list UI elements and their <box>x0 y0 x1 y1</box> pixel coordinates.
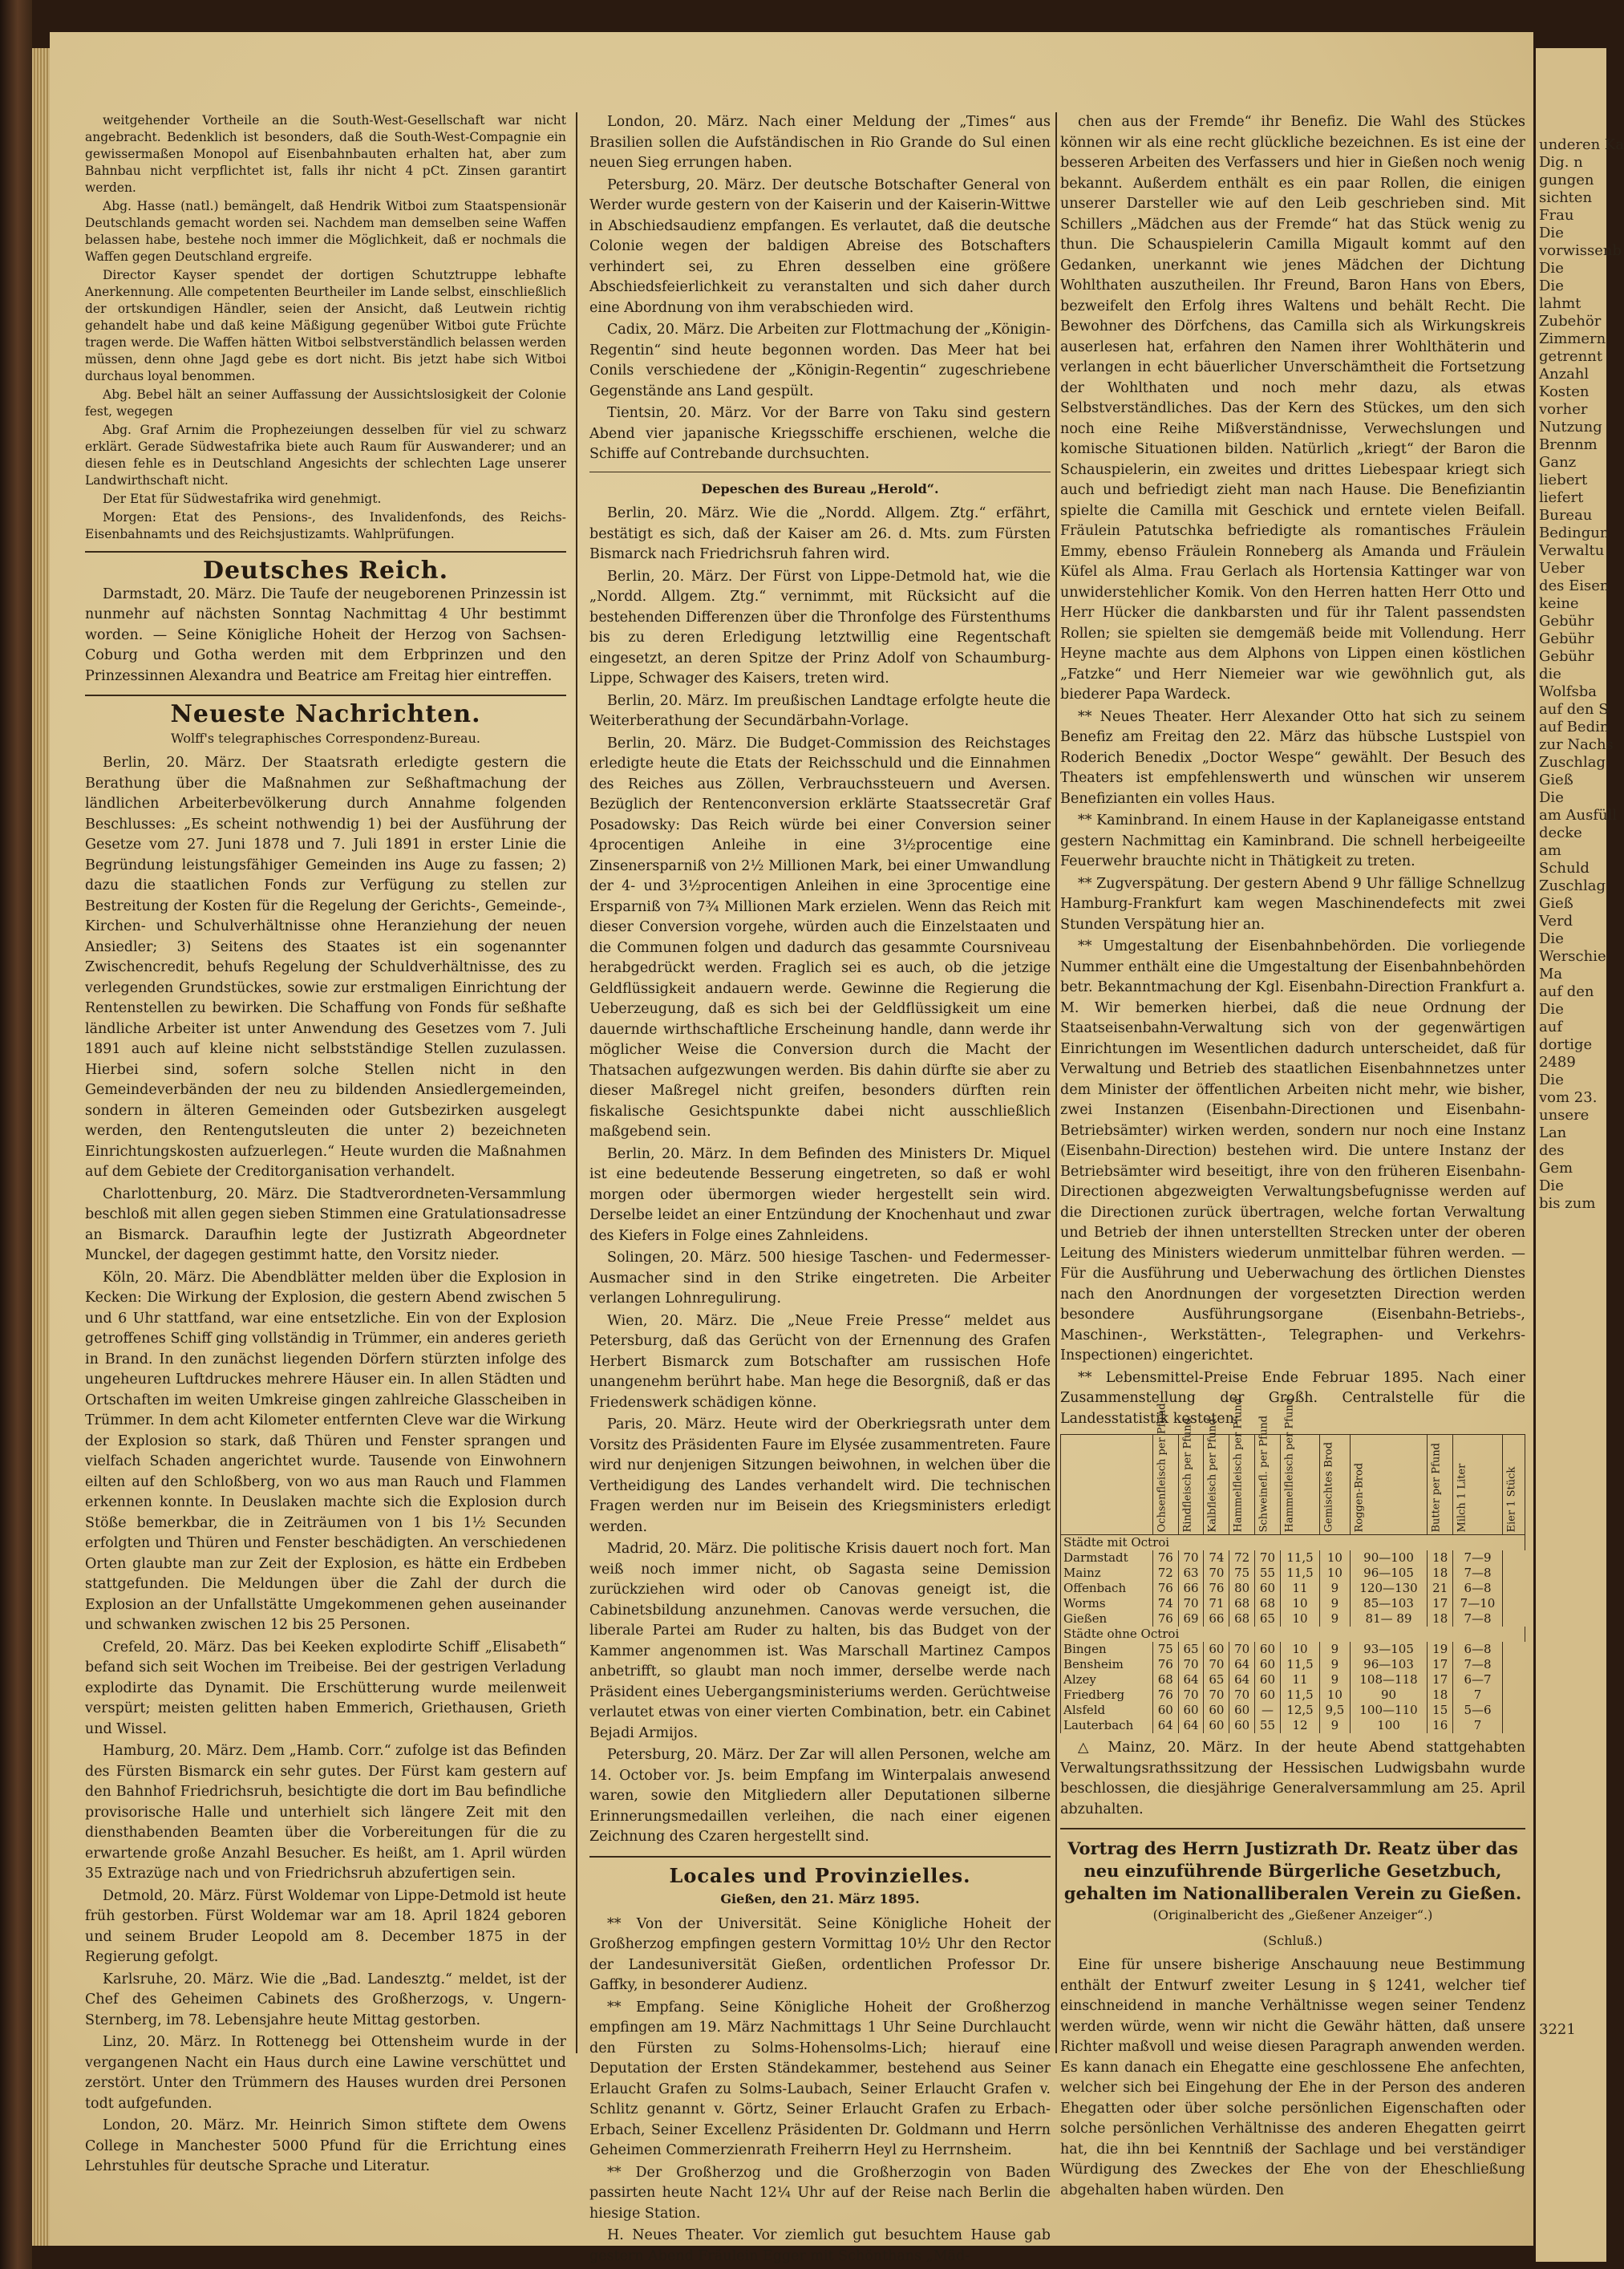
table-cell: 60 <box>1204 1703 1229 1718</box>
table-cell: 18 <box>1428 1566 1453 1581</box>
table-cell: 65 <box>1255 1611 1281 1627</box>
section-subheading: Wolff's telegraphisches Correspondenz-Bureau. <box>171 730 480 746</box>
facing-page-line: Ganz <box>1539 454 1577 471</box>
table-cell: 5—6 <box>1453 1703 1503 1718</box>
table-cell: 64 <box>1229 1672 1255 1688</box>
article-paragraph: Abg. Graf Arnim die Prophezeiungen desselben für viel zu schwarz erklärt. Gerade Südwestafrika biete auch Raum für Auswanderer; und an diesen fehle es in Deutschland Angesichts der schlechten Lage unserer Landwirthschaft nicht. <box>85 423 566 488</box>
column-header-label: Hammelfleisch per Pfund <box>1283 1397 1296 1533</box>
facing-page-line: auf den <box>1539 983 1594 1000</box>
table-cell: 60 <box>1255 1581 1281 1596</box>
table-row <box>1061 1642 1525 1657</box>
table-cell: 66 <box>1204 1611 1229 1627</box>
column-header-label: Gemischtes Brod <box>1322 1441 1335 1533</box>
facing-page-line: Ueber <box>1539 560 1585 577</box>
table-group-label <box>1061 1627 1525 1642</box>
table-cell: 71 <box>1204 1596 1229 1611</box>
table-cell: 68 <box>1152 1672 1178 1688</box>
table-cell: 6—8 <box>1453 1581 1503 1596</box>
article-paragraph: Abg. Bebel hält an seiner Auffassung der Aussichtslosigkeit der Colonie fest, wegegen <box>85 387 566 419</box>
table-cell: 65 <box>1204 1672 1229 1688</box>
table-cell: 9 <box>1320 1642 1351 1657</box>
facing-page-line: Gebühr <box>1539 648 1594 665</box>
table-cell: 96—105 <box>1350 1566 1428 1581</box>
facing-page-line: lahmt <box>1539 295 1581 312</box>
article-paragraph: Darmstadt, 20. März. Die Taufe der neugeborenen Prinzessin ist nunmehr auf nächsten Sonntag Nachmittag 4 Uhr bestimmt worden. — Seine Königliche Hoheit der Herzog von Sachsen-Coburg und Gotha werden mit dem Erbprinzen und den Prinzessinnen Alexandra und Beatrice am Freitag hier eintreffen. <box>85 585 566 684</box>
table-cell: 70 <box>1255 1550 1281 1566</box>
table-cell: 76 <box>1152 1611 1178 1627</box>
facing-page-line: Ma <box>1539 966 1563 983</box>
column-header-label: Kalbfleisch per Pfund <box>1206 1418 1219 1533</box>
table-cell: Mainz <box>1061 1566 1153 1581</box>
article-paragraph: London, 20. März. Mr. Heinrich Simon stiftete dem Owens College in Manchester 5000 Pfund für die Errichtung eines Lehrstuhles für deutsche Sprache und Literatur. <box>85 2117 566 2174</box>
facing-page-line: sichten <box>1539 189 1593 206</box>
table-cell: 9,5 <box>1320 1703 1351 1718</box>
table-cell: 70 <box>1178 1550 1204 1566</box>
table-cell: Bingen <box>1061 1642 1153 1657</box>
table-cell: 64 <box>1178 1718 1204 1733</box>
table-cell: 60 <box>1204 1718 1229 1733</box>
table-group-label <box>1061 1535 1525 1551</box>
table-cell: 60 <box>1178 1703 1204 1718</box>
table-cell: Städte ohne Octroi <box>1061 1627 1525 1642</box>
table-cell: 64 <box>1152 1718 1178 1733</box>
table-corner <box>1061 1435 1153 1535</box>
table-cell: 17 <box>1428 1596 1453 1611</box>
table-row <box>1061 1566 1525 1581</box>
table-cell: 70 <box>1204 1657 1229 1672</box>
facing-page-line: des <box>1539 1142 1565 1159</box>
table-cell: Offenbach <box>1061 1581 1153 1596</box>
table-cell: 60 <box>1152 1703 1178 1718</box>
facing-page-line: keine <box>1539 595 1579 612</box>
article-paragraph: ** Von der Universität. Seine Königliche Hoheit der Großherzog empfingen gestern Vormittag 10½ Uhr den Rector der Landesuniversität Gießen, ordentlichen Professor Dr. Gaffky, in besonderer Audienz. <box>589 1915 1051 1993</box>
table-cell: 60 <box>1229 1718 1255 1733</box>
table-cell: 7—10 <box>1453 1596 1503 1611</box>
table-cell: 7—9 <box>1453 1550 1503 1566</box>
table-cell: 70 <box>1178 1596 1204 1611</box>
table-cell: 60 <box>1255 1642 1281 1657</box>
table-cell: 85—103 <box>1350 1596 1428 1611</box>
column-header <box>1280 1397 1319 1535</box>
facing-page-line: unsere <box>1539 1107 1590 1124</box>
column-2 <box>589 112 1051 2268</box>
facing-page-line: Bureau <box>1539 507 1593 524</box>
dateline: Gießen, den 21. März 1895. <box>720 1891 920 1906</box>
facing-page-line: Wolfsba <box>1539 683 1598 700</box>
article-paragraph: Tientsin, 20. März. Vor der Barre von Taku sind gestern Abend vier japanische Kriegsschiffe erschienen, welche die Schiffe auf Contrebande durchsuchten. <box>589 405 1051 462</box>
facing-page-line: vorwissenb <box>1539 242 1622 259</box>
table-cell: 68 <box>1255 1596 1281 1611</box>
facing-page-line: Gieß <box>1539 895 1573 912</box>
table-cell: 74 <box>1204 1550 1229 1566</box>
article-paragraph: weitgehender Vortheile an die South-West-Gesellschaft war nicht angebracht. Bedenklich ist besonders, daß die South-West-Compagnie ein gewissermaßen Monopol auf Eisenbahnbauten erhalten hat, aber zum Bahnbau nicht verpflichtet ist, falls ihr nicht 4 pCt. Zinsen garantirt werden. <box>85 113 566 195</box>
table-row <box>1061 1596 1525 1611</box>
table-cell: 69 <box>1178 1611 1204 1627</box>
table-cell: 60 <box>1255 1657 1281 1672</box>
table-cell: 11 <box>1280 1581 1319 1596</box>
article-paragraph: ** Der Großherzog und die Großherzogin von Baden passirten heute Nacht 12¼ Uhr auf der Reise nach Berlin die hiesige Station. <box>589 2164 1051 2222</box>
table-cell: 76 <box>1152 1657 1178 1672</box>
table-row <box>1061 1703 1525 1718</box>
facing-page-line: getrennt <box>1539 348 1603 365</box>
article-paragraph: Berlin, 20. März. Die Budget-Commission des Reichstages erledigte heute die Etats der Reichsschuld und die Einnahmen des Reiches aus Zöllen, Verbrauchssteuern und Aversen. Bezüglich der Rentenconversion erklärte Staatssecretär Graf Posadowsky: Das Reich würde bei einer Conversion seiner 4procentigen Anleihe in eine 3½procentige eine Zinsenersparniß von 2½ Millionen Mark, bei einer Umwandlung der 4- und 3½procentigen Anleihen in eine 3procentige eine Ersparniß von 7¾ Millionen Mark erzielen. Wenn das Reich mit dieser Conversion vorgehe, würden auch die Einzelstaaten und die Communen folgen und dadurch das gesammte Coursniveau herabgedrückt werden. Fraglich sei es auch, ob die jetzige Geldflüssigkeit andauern werde. Gewinne die Regierung die Ueberzeugung, daß es sich bei der Geldflüssigkeit um eine dauernde wirthschaftliche Erscheinung handle, dann werde ihr möglicher Weise die Conversion durch die Macht der Thatsachen aufgezwungen werden. Bis dahin dürfte sie aber zu dieser Maßregel nicht greifen, besonders dürften rein fiskalische Gesichtspunkte dabei nicht ausschließlich maßgebend sein. <box>589 735 1051 1140</box>
table-row <box>1061 1688 1525 1703</box>
column-header <box>1229 1397 1255 1535</box>
column-rule <box>1055 112 1057 2053</box>
article-paragraph: △ Mainz, 20. März. In der heute Abend stattgehabten Verwaltungsrathssitzung der Hessischen Ludwigsbahn wurde beschlossen, die diesjährige Generalversammlung am 25. April abzuhalten. <box>1060 1740 1525 1817</box>
column-header-label: Eier 1 Stück <box>1505 1466 1518 1533</box>
facing-page-line: Die <box>1539 930 1564 947</box>
facing-page-line: auf den S <box>1539 701 1609 718</box>
section-heading-locales: Locales und Provinzielles. <box>669 1863 971 1887</box>
article-paragraph: Director Kayser spendet der dortigen Schutztruppe lebhafte Anerkennung. Alle competenten Beurtheiler im Lande selbst, einschließlich der ortskundigen Händler, seien der Ansicht, daß Leutwein richtig gehandelt habe und daß keine Mäßigung gegenüber Witboi gute Früchte tragen werde. Die Waffen hätten Witboi selbstverständlich belassen werden müssen, denn ohne Jagd gebe es dort nicht. Bis jetzt habe sich Witboi durchaus loyal benommen. <box>85 268 566 383</box>
table-row <box>1061 1657 1525 1672</box>
table-cell: 70 <box>1229 1642 1255 1657</box>
facing-page-line: decke <box>1539 825 1582 841</box>
table-cell: 7 <box>1453 1688 1503 1703</box>
table-cell: 16 <box>1428 1718 1453 1733</box>
section-divider <box>589 1856 1051 1858</box>
table-cell: 55 <box>1255 1718 1281 1733</box>
facing-page-line: Gebühr <box>1539 630 1594 647</box>
table-cell: 55 <box>1255 1566 1281 1581</box>
facing-page-line: am Ausfüll <box>1539 807 1618 824</box>
table-cell: 7 <box>1453 1718 1503 1733</box>
facing-page-line: auf <box>1539 1019 1562 1035</box>
table-cell: 100 <box>1350 1718 1428 1733</box>
facing-page-line: Gem <box>1539 1160 1573 1177</box>
article-paragraph: Abg. Hasse (natl.) bemängelt, daß Hendrik Witboi zum Staatspensionär Deutschlands gemacht worden sei. Nachdem man demselben seine Waffen belassen habe, bestehe noch immer die Möglichkeit, daß er nochmals die Waffen gegen Deutschland ergreife. <box>85 199 566 264</box>
column-header <box>1320 1435 1351 1535</box>
table-cell: Städte mit Octroi <box>1061 1535 1525 1551</box>
section-subheading-herold: Depeschen des Bureau „Herold“. <box>701 480 939 496</box>
article-paragraph: Berlin, 20. März. In dem Befinden des Ministers Dr. Miquel ist eine bedeutende Besserung eingetreten, so daß er wohl morgen oder übermorgen wieder hergestellt sein wird. Derselbe leidet an einer Entzündung der Knochenhaut und zwar des Kiefers in Folge eines Zahnleidens. <box>589 1145 1051 1244</box>
table-cell: 21 <box>1428 1581 1453 1596</box>
table-cell: 70 <box>1204 1566 1229 1581</box>
table-cell: 11,5 <box>1280 1550 1319 1566</box>
facing-page-line: Die <box>1539 1072 1564 1088</box>
table-cell: 76 <box>1152 1581 1178 1596</box>
article-paragraph: Köln, 20. März. Die Abendblätter melden über die Explosion in Kecken: Die Wirkung der Explosion, die gestern Abend zwischen 5 und 6 Uhr stattfand, war eine entsetzliche. Ein von der Explosion getroffenes Schiff ging vollständig in Trümmer, ein anderes gerieth in Brand. In den zunächst liegenden Dörfern stürzten infolge des ungeheuren Luftdruckes mehrere Häuser ein. In allen Städten und Ortschaften im weiten Umkreise gingen zahlreiche Glasscheiben in Trümmer. In dem acht Kilometer entfernten Cleve war die Wirkung der Explosion so stark, daß Thüren und Fenster sprangen und vielfach Schaden angerichtet wurde. Tausende von Einwohnern eilten auf den Schloßberg, von wo aus man Rauch und Flammen erkennen konnte. In Deuslaken machte sich die Explosion durch Stöße bemerkbar, die in Zeiträumen von 1 bis 1½ Secunden erfolgten und Thüren und Fenster beschädigten. An verschiedenen Orten glaubte man zur Zeit der Explosion, es hätte ein Erdbeben stattgefunden. Die Meldungen über die Zahl der durch die Explosion an der Unfallstätte Umgekommenen gehen auseinander und schwanken zwischen 12 bis 25 Personen. <box>85 1269 566 1633</box>
facing-page-number: 3221 <box>1539 2021 1576 2038</box>
table-cell: 65 <box>1178 1642 1204 1657</box>
table-cell: 18 <box>1428 1611 1453 1627</box>
table-cell: 96—103 <box>1350 1657 1428 1672</box>
section-divider <box>85 551 566 553</box>
table-cell: 66 <box>1178 1581 1204 1596</box>
table-cell: 76 <box>1152 1550 1178 1566</box>
facing-page-line: vorher <box>1539 401 1588 418</box>
section-divider <box>1060 1828 1525 1829</box>
article-paragraph: Petersburg, 20. März. Der deutsche Botschafter General von Werder wurde gestern von der Kaiserin und der Kaiserin-Wittwe in Abschiedsaudienz empfangen. Es verlautet, daß die deutsche Colonie wegen der baldigen Abreise des Botschafters verhindert sei, zu Ehren desselben eine größere Abschiedsfeierlichkeit zu veranstalten und sich daher durch eine Abordnung von ihm verabschieden wird. <box>589 176 1051 316</box>
table-cell: Darmstadt <box>1061 1550 1153 1566</box>
table-cell: Bensheim <box>1061 1657 1153 1672</box>
column-header-label: Hammelfleisch per Pfund <box>1232 1397 1245 1533</box>
column-header <box>1255 1415 1281 1535</box>
facing-page-line: Gieß <box>1539 772 1573 788</box>
table-cell: 10 <box>1320 1566 1351 1581</box>
article-paragraph: Solingen, 20. März. 500 hiesige Taschen- und Federmesser-Ausmacher sind in den Strike eingetreten. Die Arbeiter verlangen Lohnregulirung. <box>589 1250 1051 1307</box>
table-cell: 76 <box>1152 1688 1178 1703</box>
table-cell: 120—130 <box>1350 1581 1428 1596</box>
table-cell: 15 <box>1428 1703 1453 1718</box>
table-cell: 17 <box>1428 1672 1453 1688</box>
facing-page-line: liefert <box>1539 489 1584 506</box>
column-header-label: Milch 1 Liter <box>1456 1463 1468 1533</box>
facing-page-line: zur Nachs <box>1539 736 1614 753</box>
lecture-source: (Originalbericht des „Gießener Anzeiger“.) <box>1152 1907 1433 1923</box>
table-cell: 19 <box>1428 1642 1453 1657</box>
table-cell: 7—8 <box>1453 1657 1503 1672</box>
facing-page-line: Bedingun <box>1539 525 1610 541</box>
table-cell: 6—8 <box>1453 1642 1503 1657</box>
article-paragraph: Karlsruhe, 20. März. Wie die „Bad. Landesztg.“ meldet, ist der Chef des Geheimen Cabinets des Großherzogs, v. Ungern-Sternberg, im 78. Lebensjahre heute Mittag gestorben. <box>85 1971 566 2028</box>
facing-page-line: Anzahl <box>1539 366 1590 383</box>
article-paragraph: Charlottenburg, 20. März. Die Stadtverordneten-Versammlung beschloß mit allen gegen sieben Stimmen eine Gratulationsadresse an Bismarck. Daraufhin legte der Justizrath Abgeordneter Munckel, der dagegen gestimmt hatte, den Vorsitz nieder. <box>85 1185 566 1263</box>
table-cell: 10 <box>1280 1611 1319 1627</box>
facing-page-line: am <box>1539 842 1561 859</box>
section-heading-deutsches-reich: Deutsches Reich. <box>202 557 449 585</box>
table-cell: 12 <box>1280 1718 1319 1733</box>
table-cell: 12,5 <box>1280 1703 1319 1718</box>
facing-page-line: gungen <box>1539 172 1594 188</box>
table-row <box>1061 1672 1525 1688</box>
table-cell: 75 <box>1152 1642 1178 1657</box>
table-cell: 68 <box>1229 1611 1255 1627</box>
facing-page-line: Frau <box>1539 207 1574 224</box>
facing-page-line: underen Ka <box>1539 136 1624 153</box>
column-header <box>1152 1403 1178 1535</box>
table-cell: 70 <box>1229 1688 1255 1703</box>
table-cell: 9 <box>1320 1657 1351 1672</box>
facing-page-line: Kosten <box>1539 383 1590 400</box>
article-paragraph: Berlin, 20. März. Im preußischen Landtage erfolgte heute die Weiterberathung der Secundärbahn-Vorlage. <box>589 692 1051 729</box>
page-stack-edge <box>32 48 50 2246</box>
table-cell: 60 <box>1204 1642 1229 1657</box>
article-paragraph: Cadix, 20. März. Die Arbeiten zur Flottmachung der „Königin-Regentin“ sind heute begonnen worden. Das Meer hat bei Conils verschiedene der „Königin-Regentin“ zugeschriebene Gegenstände ans Land gespült. <box>589 322 1051 399</box>
facing-page-line: Lan <box>1539 1124 1567 1141</box>
lecture-heading: Vortrag des Herrn Justizrath Dr. Reatz über das neu einzuführende Bürgerliche Gesetzbuch, gehalten im Nationalliberalen Verein zu Gießen. <box>1063 1838 1522 1903</box>
column-header <box>1178 1417 1204 1535</box>
column-header <box>1428 1435 1453 1535</box>
price-table-header <box>1061 1435 1525 1535</box>
table-cell: — <box>1255 1703 1281 1718</box>
table-row <box>1061 1581 1525 1596</box>
table-cell: 10 <box>1320 1550 1351 1566</box>
facing-page-line: Zubehör <box>1539 313 1602 330</box>
table-cell: 93—105 <box>1350 1642 1428 1657</box>
table-row <box>1061 1718 1525 1733</box>
article-paragraph: London, 20. März. Nach einer Meldung der „Times“ aus Brasilien sollen die Aufständischen in Rio Grande do Sul einen neuen Sieg errungen haben. <box>589 114 1051 171</box>
table-cell: 11 <box>1280 1672 1319 1688</box>
column-3 <box>1060 112 1525 2202</box>
table-cell: 74 <box>1152 1596 1178 1611</box>
article-paragraph: Hamburg, 20. März. Dem „Hamb. Corr.“ zufolge ist das Befinden des Fürsten Bismarck ein sehr gutes. Der Fürst kam gestern auf den Bahnhof Friedrichsruh, besichtigte die dort im Bau befindliche provisorische Halle und unterhielt sich längere Zeit mit den diensthabenden Beamten über die Vorbereitungen für die zu erwartende große Anzahl Besucher. Es heißt, am 1. April würden 35 Extrazüge nach und von Friedrichsruh abzufertigen sein. <box>85 1743 566 1882</box>
facing-page-line: vom 23. <box>1539 1089 1598 1106</box>
column-header <box>1502 1435 1525 1535</box>
article-paragraph: Eine für unsere bisherige Anschauung neue Bestimmung enthält der Entwurf zweiter Lesung in § 1241, welcher tief einschneidend in manche Verhältnisse wegen seiner Tendenz werden würde, wenn wir nicht die Gewähr hätten, daß unsere Richter maßvoll und weise diesen Paragraph anwenden werden. Es kann danach ein Ehegatte eine geschlossene Ehe anfechten, welcher sich bei Eingehung der Ehe in der Person des anderen Ehegatten oder über solche persönlichen Eigenschaften oder solche persönlichen Verhältnisse des anderen Ehegatten geirrt hat, die ihn bei Kenntniß der Sachlage und bei verständiger Würdigung des Zweckes der Ehe von der Eheschließung abgehalten haben würden. Den <box>1060 1957 1525 2198</box>
table-cell: 9 <box>1320 1718 1351 1733</box>
facing-page-line: 2489 <box>1539 1054 1576 1071</box>
article-paragraph: ** Empfang. Seine Königliche Hoheit der Großherzog empfingen am 19. März Nachmittags 1 Uhr Seine Durchlaucht den Fürsten zu Solms-Hohensolms-Lich; hierauf eine Deputation der Ersten Ständekammer, bestehend aus Seiner Erlaucht Grafen zu Solms-Laubach, Seiner Erlaucht Grafen v. Schlitz genannt v. Görtz, Seiner Erlaucht Grafen zu Erbach-Erbach, Seiner Excellenz Präsidenten Dr. Goldmann und Herrn Geheimen Commerzienrath Freiherrn Heyl zu Herrnsheim. <box>589 1999 1051 2158</box>
table-cell: 17 <box>1428 1657 1453 1672</box>
table-cell: 70 <box>1204 1688 1229 1703</box>
facing-page-line: auf Bedin <box>1539 719 1610 735</box>
table-cell: 10 <box>1320 1688 1351 1703</box>
table-cell: 72 <box>1229 1550 1255 1566</box>
facing-page-fragment <box>1533 48 1624 2262</box>
facing-page-line: Die <box>1539 1001 1564 1018</box>
table-cell: 80 <box>1229 1581 1255 1596</box>
column-header-label: Roggen-Brod <box>1353 1462 1366 1533</box>
table-cell: 90—100 <box>1350 1550 1428 1566</box>
facing-page-line: Die <box>1539 1177 1564 1194</box>
table-cell: 6—7 <box>1453 1672 1503 1688</box>
table-cell: 18 <box>1428 1688 1453 1703</box>
table-cell: 64 <box>1178 1672 1204 1688</box>
article-paragraph: H. Neues Theater. Vor ziemlich gut besuchtem Hause gab gestern Abend Fräulein Egger mit Schönthans „Mäd- <box>589 2227 1051 2264</box>
facing-page-line: Verd <box>1539 913 1573 930</box>
table-cell: 81— 89 <box>1350 1611 1428 1627</box>
table-cell: 10 <box>1280 1642 1319 1657</box>
table-cell: 100—110 <box>1350 1703 1428 1718</box>
facing-page-line: Brennm <box>1539 436 1598 453</box>
table-cell: 60 <box>1255 1672 1281 1688</box>
facing-page-line: dortige <box>1539 1036 1593 1053</box>
table-cell: 68 <box>1229 1596 1255 1611</box>
table-cell: 10 <box>1280 1596 1319 1611</box>
table-cell: 7—8 <box>1453 1566 1503 1581</box>
table-cell: 90 <box>1350 1688 1428 1703</box>
column-header-label: Schweinefl. per Pfund <box>1257 1415 1270 1533</box>
article-paragraph: Berlin, 20. März. Wie die „Nordd. Allgem. Ztg.“ erfährt, bestätigt es sich, daß der Kaiser am 26. d. Mts. zum Fürsten Bismarck nach Friedrichsruh fahren wird. <box>589 505 1051 562</box>
article-paragraph: ** Umgestaltung der Eisenbahnbehörden. Die vorliegende Nummer enthält eine die Umgestaltung der Eisenbahnbehörden betr. Bekanntmachung der Kgl. Eisenbahn-Direction Frankfurt a. M. Wir bemerken hierbei, daß die neue Ordnung der Staatseisenbahn-Verwaltung sich von der gegenwärtigen Einrichtungen im Wesentlichen dadurch unterscheidet, daß für Verwaltung und Betrieb des staatlichen Eisenbahnnetzes unter dem Minister der öffentlichen Arbeiten nicht mehr, wie bisher, zwei Instanzen (Eisenbahn-Directionen und Eisenbahn-Betriebsämter) wirken werden, sondern nur noch eine Instanz (Eisenbahn-Direction) bestehen wird. Die untere Instanz der Betriebsämter wird beseitigt, ihre von den früheren Eisenbahn-Directionen abgezweigten Verwaltungsbefugnisse werden auf die Directionen zurück übertragen, welche fortan Verwaltung und Betrieb der ihnen unterstellten Strecken unter der oberen Leitung des Ministers wiederum unmittelbar führen werden. — Für die Ausführung und Ueberwachung des örtlichen Dienstes nach den Anordnungen der vorgesetzten Direction werden besondere Ausführungsorgane (Eisenbahn-Betriebs-, Maschinen-, Werkstätten-, Telegraphen- und Verkehrs-Inspectionen) eingerichtet. <box>1060 938 1525 1363</box>
facing-page-line: Dig. n <box>1539 154 1583 171</box>
table-cell: 70 <box>1178 1657 1204 1672</box>
table-cell: 76 <box>1204 1581 1229 1596</box>
facing-page-line: Die <box>1539 789 1564 806</box>
facing-page-line: Gebühr <box>1539 613 1594 630</box>
article-paragraph: Crefeld, 20. März. Das bei Keeken explodirte Schiff „Elisabeth“ befand sich seit Wochen im Treibeise. Bei der gestrigen Verladung explodirte das Dynamit. Die Erschütterung wurde meilenweit verspürt; meisten gelitten haben Emmerich, Griethausen, Grieth und Wissel. <box>85 1639 566 1737</box>
article-paragraph: ** Kaminbrand. In einem Hause in der Kaplaneigasse entstand gestern Nachmittag ein Kaminbrand. Die schnell herbeigeeilte Feuerwehr brauchte nicht in Thätigkeit zu treten. <box>1060 812 1525 869</box>
facing-page-line: des Eisen <box>1539 577 1610 594</box>
column-header-label: Ochsenfleisch per Pfund <box>1156 1403 1168 1533</box>
column-rule <box>576 112 577 2053</box>
article-paragraph: ** Lebensmittel-Preise Ende Februar 1895. Nach einer Zusammenstellung der Großh. Centralstelle für die Landesstatistik kosteten: <box>1060 1369 1525 1427</box>
table-cell: 11,5 <box>1280 1657 1319 1672</box>
facing-page-line: Zuschlag <box>1539 877 1606 894</box>
facing-page-line: Die <box>1539 260 1564 277</box>
table-cell: 9 <box>1320 1611 1351 1627</box>
article-paragraph: Madrid, 20. März. Die politische Krisis dauert noch fort. Man weiß noch immer nicht, ob Sagasta seine Demission zurückziehen wird oder ob Canovas geneigt ist, die Cabinetsbildung anzunehmen. Canovas werde versuchen, die liberale Partei am Ruder zu halten, bis das Budget von der Kammer angenommen ist. Was Marschall Martinez Campos anbetrifft, so glaubt man noch immer, derselbe werde nach Präsident eines Uebergangsministeriums werden. Gerüchtweise verlautet etwas von einer vierten Combination, betr. ein Cabinet Bejadi Armijos. <box>589 1541 1051 1741</box>
facing-page-line: Die <box>1539 278 1564 294</box>
article-paragraph: Berlin, 20. März. Der Staatsrath erledigte gestern die Berathung über die Maßnahmen zur Seßhaftmachung der ländlichen Arbeiterbevölkerung durch Annahme folgenden Beschlusses: „Es scheint nothwendig 1) bei der Ausführung der Gesetze vom 27. Juni 1878 und 7. Juli 1891 in erster Linie die Begründung leistungsfähiger Gemeinden ins Auge zu fassen; 2) dazu die staatlichen Fonds zur Verfügung zu stellen zur Bestreitung der Kosten für die Regelung der Gerichts-, Gemeinde-, Kirchen- und Schulverhältnisse ohne Heranziehung der neuen Ansiedler; 3) Seitens des Staates ist ein sogenannter Zwischencredit, behufs Regelung der Schuldverhältnisse, des zu verlegenden Grundstückes, sowie zur erstmaligen Einrichtung der Rentenstellen zu bewirken. Die Schaffung von Fonds für seßhafte ländliche Arbeiter ist unter Anwendung des Gesetzes vom 7. Juli 1891 auch auf kleine nicht selbstständige Stellen zuzulassen. Hierbei sind, sofern solche Stellen nicht in den Gemeindeverbänden der neu zu bildenden Ansiedlergemeinden, sondern in älteren Gemeinden oder Gutsbezirken ausgelegt werden, den Rentengutsleuten die unter 2) bezeichneten Einrichtungskosten aufzuerlegen.“ Heute wurden die Maßnahmen auf dem Gebiete der Creditorganisation verhandelt. <box>85 755 566 1180</box>
facing-page-line: die <box>1539 666 1561 683</box>
table-cell: 9 <box>1320 1581 1351 1596</box>
table-row <box>1061 1611 1525 1627</box>
book-binding <box>0 0 32 2269</box>
table-cell: 64 <box>1229 1657 1255 1672</box>
table-cell: 11,5 <box>1280 1688 1319 1703</box>
table-cell: 9 <box>1320 1596 1351 1611</box>
article-paragraph: Wien, 20. März. Die „Neue Freie Presse“ meldet aus Petersburg, daß das Gerücht von der Ernennung des Grafen Herbert Bismarck zum Botschafter am russischen Hofe unangenehm berührt habe. Man hege die Besorgniß, daß er das Friedenswerk schädigen könne. <box>589 1312 1051 1411</box>
facing-page-line: Verwaltu <box>1539 542 1605 559</box>
table-cell: 75 <box>1229 1566 1255 1581</box>
column-header <box>1350 1435 1428 1535</box>
facing-page-line: Die <box>1539 225 1564 241</box>
article-paragraph: chen aus der Fremde“ ihr Benefiz. Die Wahl des Stückes können wir als eine recht glückliche bezeichnen. Es ist eine der besseren Arbeiten des Verfassers und hier in Gießen noch wenig bekannt. Außerdem enthält es ein paar Rollen, die einigen unserer Darsteller wie auf den Leib geschrieben sind. Mit Schillers „Mädchen aus der Fremde“ hat das Stück wenig zu thun. Die Schauspielerin Camilla Migault kommt auf den Gedanken, unerkannt wie jenes Mädchen der Dichtung Wohlthaten auszutheilen. Ihr Freund, Baron Hans von Ebers, bezweifelt den Erfolg ihres Waltens und behält Recht. Die Bewohner des Dörfchens, das Camilla sich als Wirkungskreis auserlesen hat, erfahren den Namen ihrer Wohlthäterin und verlangen in echt bäuerlicher Unverschämtheit die Fortsetzung der Wohlthaten und noch mehr dazu, als etwas Selbstverständliches. Das der Kern des Stückes, um den sich noch eine Reihe Mißverständnisse, Verwechslungen und komische Situationen bilden. Natürlich „kriegt“ der Baron die Schauspielerin, ein zweites und drittes Liebespaar kriegt sich auch und befriedigt zieht man nach Hause. Die Benefiziantin spielte die Camilla mit Geschick und erntete vielen Beifall. Fräulein Patutschka befriedigte als romantisches Fräulein Emmy, ebenso Fräulein Ronneberg als Amanda und Fräulein Küfel als Alma. Frau Gerlach als Hortensia Kattinger war von unwiderstehlicher Komik. Von den Herren hatten Herr Otto und Herr Hücker die dankbarsten und für ihr Talent passendsten Rollen; sie spielten sie demgemäß beide mit Vollendung. Herr Heyne machte aus dem Alphons von Lippen einen köstlichen „Fatzke“ und Herr Niemeier war wie gewöhnlich gut, als biederer Papa Wardeck. <box>1060 114 1525 703</box>
table-cell: Gießen <box>1061 1611 1153 1627</box>
column-header <box>1204 1418 1229 1535</box>
table-cell: 60 <box>1229 1703 1255 1718</box>
column-header-label: Butter per Pfund <box>1430 1443 1443 1533</box>
facing-page-line: Zimmern <box>1539 330 1606 347</box>
table-cell: Alzey <box>1061 1672 1153 1688</box>
table-cell: 11,5 <box>1280 1566 1319 1581</box>
section-heading-neueste-nachrichten: Neueste Nachrichten. <box>170 700 481 728</box>
article-paragraph: ** Zugverspätung. Der gestern Abend 9 Uhr fällige Schnellzug Hamburg-Frankfurt kam wegen Maschinendefects mit zwei Stunden Verspätung hier an. <box>1060 875 1525 933</box>
table-cell: 108—118 <box>1350 1672 1428 1688</box>
table-row <box>1061 1550 1525 1566</box>
table-cell: Worms <box>1061 1596 1153 1611</box>
table-cell: 63 <box>1178 1566 1204 1581</box>
facing-page-line: Nutzung <box>1539 419 1602 436</box>
price-table-body <box>1061 1535 1525 1734</box>
section-divider <box>85 695 566 696</box>
table-cell: Friedberg <box>1061 1688 1153 1703</box>
table-cell: Alsfeld <box>1061 1703 1153 1718</box>
article-paragraph: Linz, 20. März. In Rottenegg bei Ottensheim wurde in der vergangenen Nacht ein Haus durch eine Lawine verschüttet und zerstört. Unter den Trümmern des Hauses wurden drei Personen todt aufgefunden. <box>85 2034 566 2112</box>
column-1 <box>85 112 566 2179</box>
article-paragraph: Paris, 20. März. Heute wird der Oberkriegsrath unter dem Vorsitz des Präsidenten Faure im Elysée zusammentreten. Faure wird nur denjenigen Sitzungen beiwohnen, in welchen über die Vertheidigung des Landes verhandelt wird. Die technischen Fragen werden nur im Beisein des Kriegsministers erledigt werden. <box>589 1416 1051 1535</box>
facing-page-line: Werschie <box>1539 948 1606 965</box>
article-paragraph: Morgen: Etat des Pensions-, des Invalidenfonds, des Reichs-Eisenbahnamts und des Reichsjustizamts. Wahlprüfungen. <box>85 510 566 541</box>
table-cell: 72 <box>1152 1566 1178 1581</box>
lecture-part: (Schluß.) <box>1263 1932 1322 1948</box>
article-paragraph: Berlin, 20. März. Der Fürst von Lippe-Detmold hat, wie die „Nordd. Allgem. Ztg.“ vernimmt, mit Rücksicht auf die bestehenden Differenzen über die Thronfolge des Fürstenthums bis zu deren Erledigung letztwillig eine Regentschaft eingesetzt, an deren Spitze der Prinz Adolf von Schaumburg-Lippe, Schwager des Kaisers, treten wird. <box>589 568 1051 687</box>
article-paragraph: Detmold, 20. März. Fürst Woldemar von Lippe-Detmold ist heute früh gestorben. Fürst Woldemar war am 18. April 1824 geboren und seinem Bruder Leopold am 8. December 1875 in der Regierung gefolgt. <box>85 1887 566 1965</box>
facing-page-line: bis zum <box>1539 1195 1596 1212</box>
article-paragraph: Der Etat für Südwestafrika wird genehmigt. <box>103 492 382 506</box>
facing-page-line: liebert <box>1539 472 1588 488</box>
facing-page-text <box>1536 48 1624 1213</box>
column-header-label: Rindfleisch per Pfund <box>1181 1417 1194 1533</box>
article-paragraph: ** Neues Theater. Herr Alexander Otto hat sich zu seinem Benefiz am Freitag den 22. März das hübsche Lustspiel von Roderich Benedix „Doctor Wespe“ gewählt. Der Besuch des Theaters ist empfehlenswerth und wünschen wir unserem Benefizianten ein volles Haus. <box>1060 708 1525 807</box>
table-cell: 7—8 <box>1453 1611 1503 1627</box>
facing-page-line: Schuld <box>1539 860 1590 877</box>
article-paragraph: Petersburg, 20. März. Der Zar will allen Personen, welche am 14. October vor. Js. beim Empfang im Winterpalais anwesend waren, sowie den Mitgliedern aller Deputationen silberne Erinnerungsmedaillen verleihen, die nach einer eigenen Zeichnung des Czaren hergestellt sind. <box>589 1747 1051 1845</box>
table-cell: 9 <box>1320 1672 1351 1688</box>
table-cell: 70 <box>1178 1688 1204 1703</box>
table-cell: Lauterbach <box>1061 1718 1153 1733</box>
table-cell: 60 <box>1255 1688 1281 1703</box>
table-cell: 18 <box>1428 1550 1453 1566</box>
column-header <box>1453 1435 1503 1535</box>
facing-page-line: Zuschlag <box>1539 754 1606 771</box>
